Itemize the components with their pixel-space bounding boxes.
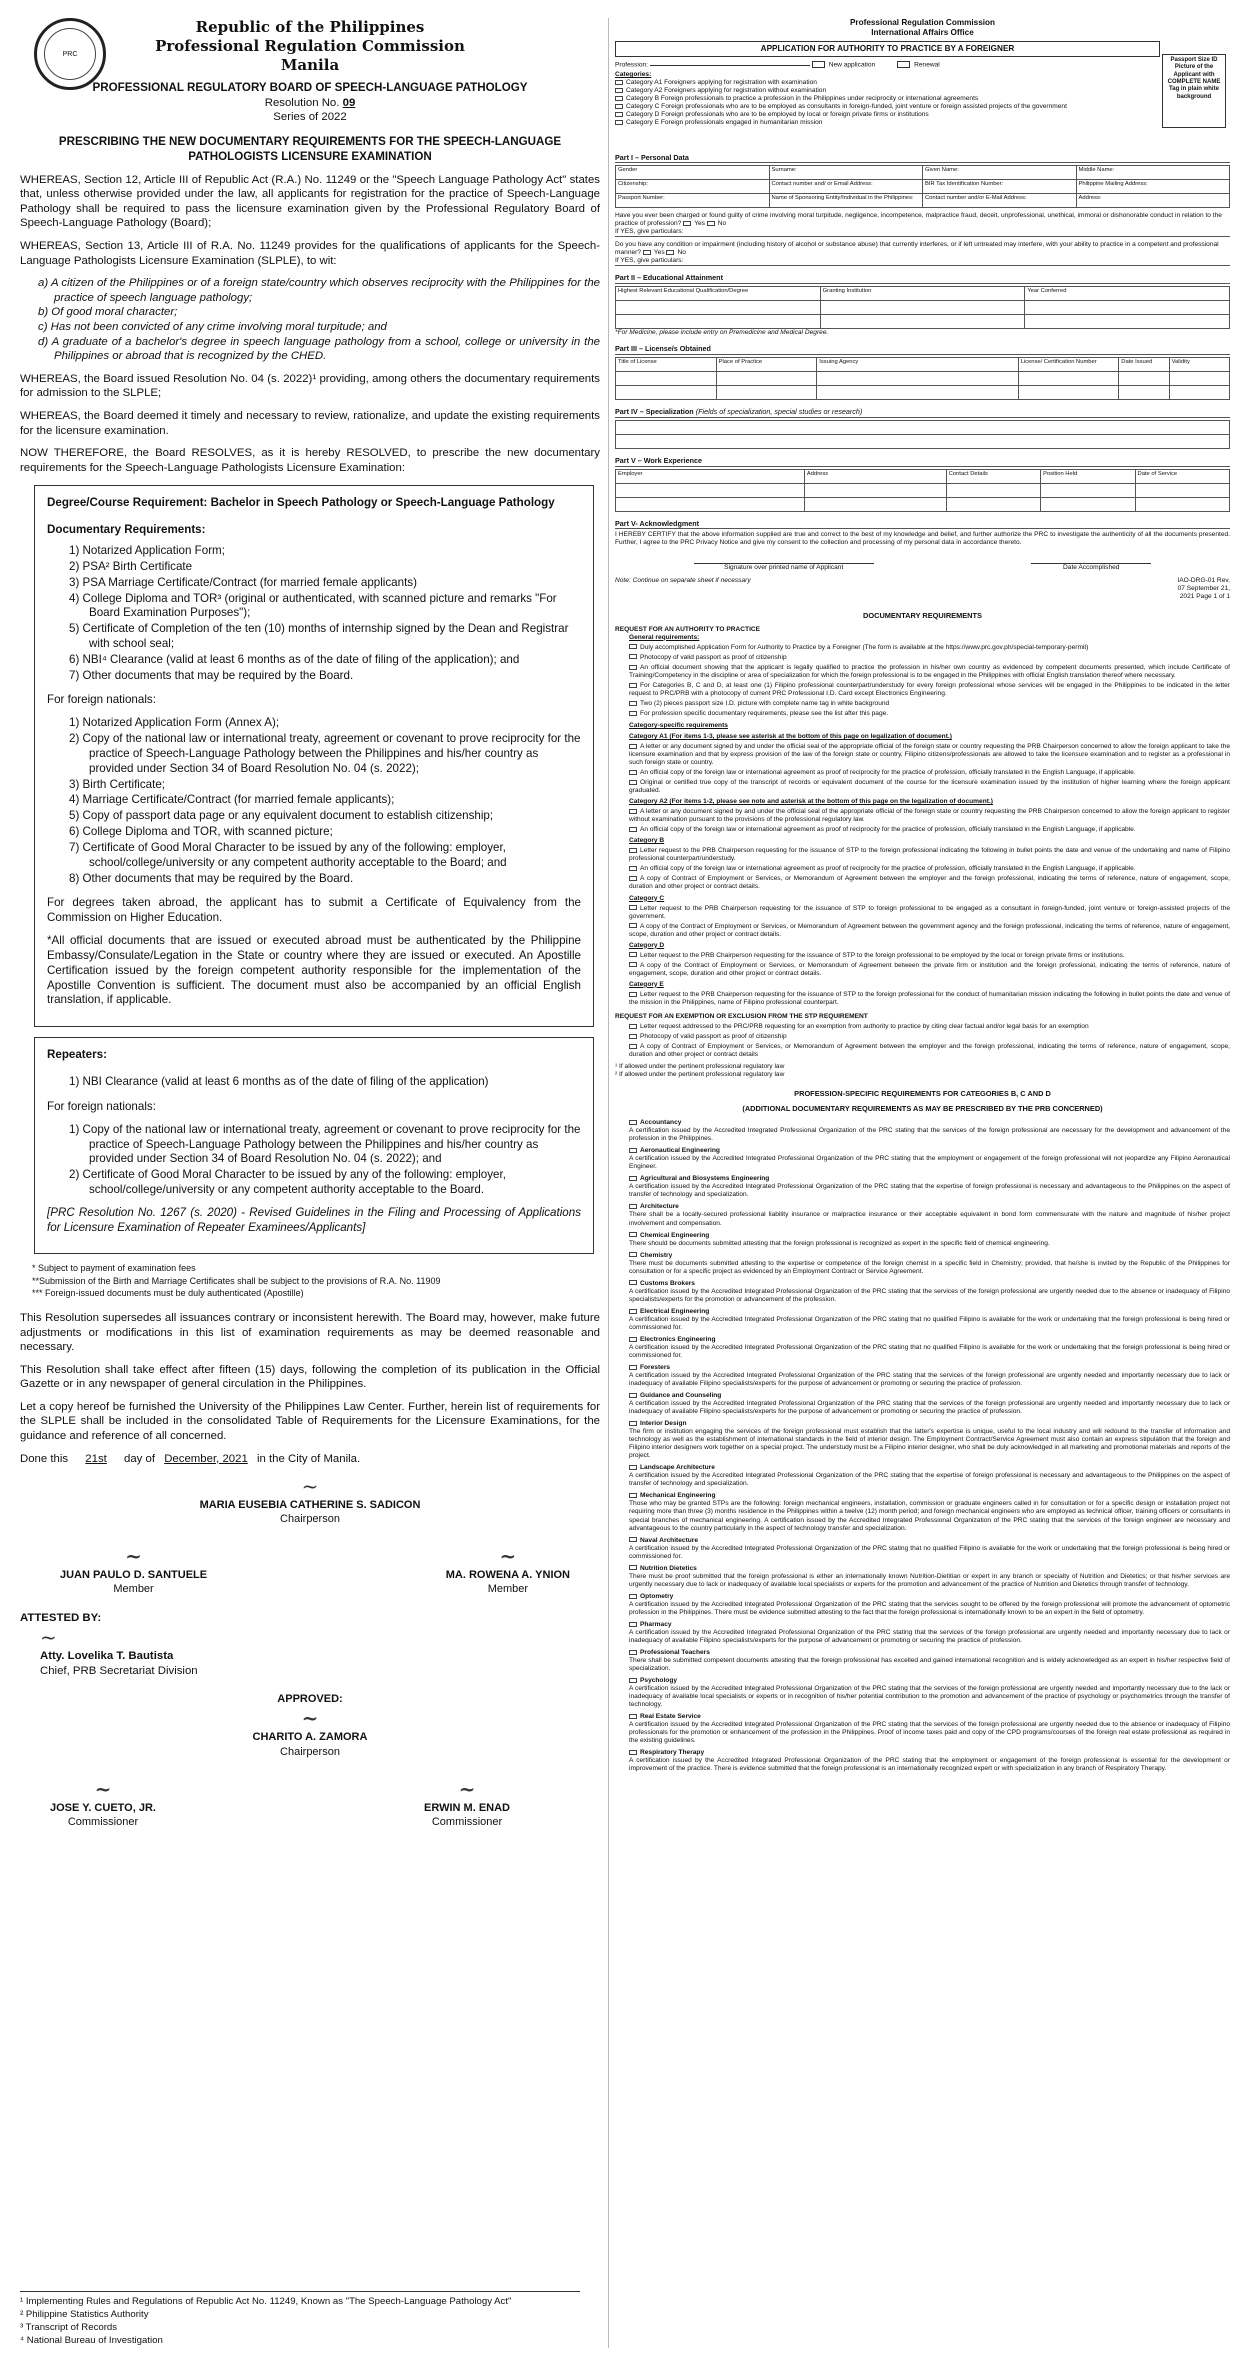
requirement-item: A copy of the Contract of Employment or Services, or Memorandum of Agreement between the private firm or institution and the foreign professional, indicating the terms of reference, nature of engagement, scope, duration and other project or contract details. — [629, 961, 1230, 977]
documentary-requirements-heading: Documentary Requirements: — [47, 523, 206, 537]
resolution-title: PRESCRIBING THE NEW DOCUMENTARY REQUIREMENTS FOR THE SPEECH-LANGUAGE PATHOLOGISTS LICENSURE EXAMINATION — [58, 135, 562, 163]
board-name: PROFESSIONAL REGULATORY BOARD OF SPEECH-LANGUAGE PATHOLOGY — [92, 81, 528, 94]
checkbox-icon[interactable] — [629, 644, 637, 649]
commission-line: Professional Regulation Commission — [155, 37, 465, 55]
form-header: Professional Regulation Commission International Affairs Office APPLICATION FOR AUTHORITY TO PRACTICE BY A FOREIGNER — [615, 18, 1230, 57]
checkbox-renewal-icon[interactable] — [897, 61, 910, 68]
profession-item: Chemical Engineering There should be documents submitted attesting that the foreign professional is recognized as expert in the specific field of chemical engineering. — [629, 1231, 1050, 1247]
checkbox-icon[interactable] — [629, 1678, 637, 1683]
profession-item: Electronics Engineering A certification issued by the Accredited Integrated Professional Organization of the PRC stating that no qualified Filipino is available for the work or undertaking that the foreign professional is being hired or commissioned for. — [629, 1335, 1230, 1359]
footnote-notes — [32, 1262, 600, 1298]
category-heading: Category A1 (For items 1-3, please see asterisk at the bottom of this page on legalization of document.) — [629, 732, 952, 740]
documentary-requirements-title: DOCUMENTARY REQUIREMENTS — [863, 610, 982, 620]
profession-item: Accountancy A certification issued by the Accredited Integrated Professional Organization of the PRC stating that the services of the foreign professional are necessary for the development and advancement of the profession in the Philippines. — [629, 1119, 1230, 1143]
grid-input-cell[interactable] — [616, 386, 717, 400]
photo-box: Passport Size ID Picture of the Applicant with COMPLETE NAME Tag in plain white background — [1162, 54, 1226, 128]
grid-header-cell: Passport Number: — [616, 194, 770, 208]
grid-input-cell[interactable] — [1136, 484, 1230, 498]
signature-scribble-icon: ~ — [458, 1776, 476, 1801]
grid-header-cell: Date Issued — [1119, 358, 1169, 372]
yes-checkbox-icon[interactable] — [643, 250, 651, 255]
approved-label: APPROVED: — [277, 1693, 343, 1706]
checkbox-icon[interactable] — [629, 1337, 637, 1342]
grid-input-cell[interactable] — [717, 386, 818, 400]
categories: Categories: Category A1 Foreigners applying for registration with examination Category A2 Foreigners applying for registration without examination Category B Foreign professionals to practice a profession in the Philippines under reciprocity or international agreements Category C Foreign professionals who are to be employed as consultants in foreign-funded, joint venture or foreign assisted projects of the government Category D Foreign professionals who are to be employed by local or foreign private firms or institutions Category E Foreign professionals engaged in humanitarian mission — [615, 71, 1067, 127]
closing-effectivity: This Resolution shall take effect after fifteen (15) days, following the completion of its publication in the Official Gazette or in any newspaper of general circulation in the Philippines. — [20, 1363, 600, 1391]
grid-header-cell: Issuing Agency — [817, 358, 1018, 372]
checkbox-icon[interactable] — [629, 1024, 637, 1029]
checkbox-icon[interactable] — [629, 1365, 637, 1370]
attesting-signatory: ~ Atty. Lovelika T. Bautista Chief, PRB Secretariat Division — [40, 1625, 260, 1678]
requirement-item: For Categories B, C and D, at least one (1) Filipino professional counterpart/understudy for every foreign professional whose services will be engaged in the Philippines to be indicated in the letter request to PRC/PRB with a photocopy of current PRC Professional I.D. Card except Electronics Engineering. — [629, 681, 1230, 697]
prc-seal-icon: PRC — [34, 18, 106, 90]
profession-item: Electrical Engineering A certification issued by the Accredited Integrated Professional Organization of the PRC stating that no qualified Filipino is available for the work or undertaking that the foreign professional is being hired or commissioned for. — [629, 1307, 1230, 1331]
profession-item: Respiratory Therapy A certification issued by the Accredited Integrated Professional Organization of the PRC stating that the employment or engagement of the foreign professional is essential for the development or improvement of the practice. There is evidence submitted that the foreign professional is an internationally recognized expert or with specialization in any branch of Respiratory Therapy. — [629, 1749, 1230, 1773]
checkbox-icon[interactable] — [629, 1421, 637, 1426]
republic-line: Republic of the Philippines — [195, 18, 425, 36]
checkbox-icon[interactable] — [629, 770, 637, 775]
grid-input-cell[interactable] — [1136, 498, 1230, 512]
profession-item: Agricultural and Biosystems Engineering A certification issued by the Accredited Integrated Professional Organization of the PRC stating that the expertise of foreign professional is necessary and advantageous to the Philippines on the aspect of transfer of technology and specialization. — [629, 1175, 1230, 1199]
checkbox-icon[interactable] — [629, 780, 637, 785]
signature-scribble-icon: ~ — [40, 1625, 57, 1650]
grid-input-cell[interactable] — [616, 315, 821, 329]
grid-header-cell: BIR Tax Identification Number: — [923, 180, 1077, 194]
profession-item: Landscape Architecture A certification issued by the Accredited Integrated Professional Organization of the PRC stating that the expertise of foreign professional is necessary and advantageous to the Philippines on the aspect of transfer of technology and specialization. — [629, 1464, 1230, 1488]
grid-input-cell[interactable] — [817, 386, 1018, 400]
series-line: Series of 2022 — [273, 111, 347, 124]
yes-checkbox-icon[interactable] — [683, 221, 691, 226]
requirement-item: A letter or any document signed by and under the official seal of the appropriate official of the foreign state or country requesting the PRB Chairperson concerned to allow the foreign applicant to register without examination pursuant to the provisions of the professional regulatory law. — [629, 808, 1230, 824]
checkbox-icon[interactable] — [629, 1565, 637, 1570]
checkbox-icon[interactable] — [629, 711, 637, 716]
qualification-c: c) Has not been convicted of any crime involving moral turpitude; and — [38, 321, 387, 334]
footnote-line: ² Philippine Statistics Authority — [20, 2309, 149, 2321]
documentary-list — [69, 544, 581, 683]
footnote-line: ¹ Implementing Rules and Regulations of Republic Act No. 11249, Known as "The Speech-Language Pathology Act" — [20, 2296, 512, 2308]
list-item: 2) Copy of the national law or international treaty, agreement or covenant to prove reciprocity for the practice of Speech-Language Pathology between the Philippines and his/her country as provided under Section 34 of Board Resolution No. 04 (s. 2022); — [69, 732, 581, 775]
list-item: 2) PSA² Birth Certificate — [69, 559, 193, 573]
repeaters-list — [69, 1075, 581, 1090]
requirement-item: Photocopy of valid passport as proof of citizenship — [629, 654, 1230, 662]
profession-item: Foresters A certification issued by the Accredited Integrated Professional Organization of the PRC stating that the services of the foreign professional are urgently needed and importantly necessary due to lack or inadequacy of available Filipino specialists/experts for the purpose of advancement or promoting or securing the practice of profession. — [629, 1363, 1230, 1388]
attested-label: ATTESTED BY: — [20, 1611, 102, 1624]
checkbox-icon[interactable] — [629, 866, 637, 871]
repeaters-foreign-list — [69, 1123, 581, 1198]
grid-input-cell[interactable] — [1025, 301, 1230, 315]
note-line: **Submission of the Birth and Marriage Certificates shall be subject to the provisions of R.A. No. 11909 — [32, 1275, 441, 1286]
checkbox-icon[interactable] — [629, 1750, 637, 1755]
checkbox-icon[interactable] — [629, 1309, 637, 1314]
grid-input-cell[interactable] — [817, 372, 1018, 386]
list-item: 1) Notarized Application Form; — [69, 544, 225, 558]
requirement-item: An official document showing that the applicant is legally qualified to practice the profession in his/her own country as evidenced by competent documents presented, which include Certificate of Training/Competency in the discipline or area of specialization for which the foreign professional is to be engaged in the Philippines with official English translation thereof where necessary. — [629, 663, 1230, 679]
personal-data-grid — [615, 165, 1230, 208]
checkbox-icon[interactable] — [629, 1537, 637, 1542]
grid-header-cell: Contact number and/or E-Mail Address: — [923, 194, 1077, 208]
category-checkbox-icon[interactable] — [615, 96, 623, 101]
foreign-nationals-heading: For foreign nationals: — [47, 693, 156, 707]
signature-scribble-icon: ~ — [125, 1544, 142, 1569]
checkbox-icon[interactable] — [629, 1493, 637, 1498]
specialization-grid — [615, 420, 1230, 449]
grid-input-cell[interactable] — [616, 372, 717, 386]
checkbox-icon[interactable] — [629, 952, 637, 957]
grid-input-cell[interactable] — [805, 498, 947, 512]
grid-input-cell[interactable] — [1119, 372, 1169, 386]
profession-item: Nutrition Dietetics There must be proof submitted that the foreign professional is either an internationally known Nutrition-Dietitian or expert in any branch or specialty of Nutrition and Dietetics; or that his/her services are urgently necessary due to lack or inadequacy of available local specialists or experts for the promotion and advancement of the practice of Nutrition and Dietetics through transfer of technology. — [629, 1564, 1230, 1588]
prc-chair-signatory: ~ CHARITO A. ZAMORA Chairperson — [20, 1706, 600, 1758]
grid-input-cell[interactable] — [821, 315, 1026, 329]
part-5-heading: Part V – Work Experience — [615, 457, 1230, 467]
profession-item: Guidance and Counseling A certification issued by the Accredited Integrated Professional Organization of the PRC stating that the services of the foreign professional are urgently needed and importantly necessary due to lack or inadequacy of available Filipino specialists/experts for the purpose of advancement or promoting or securing the practice of profession. — [629, 1392, 1230, 1416]
list-item: 4) Marriage Certificate/Contract (for married female applicants); — [69, 793, 395, 807]
category-checkbox-icon[interactable] — [615, 104, 623, 109]
grid-header-cell: Given Name: — [923, 166, 1077, 180]
prc-reference: [PRC Resolution No. 1267 (s. 2020) - Revised Guidelines in the Filing and Processing of Applications for Licensure Examination of Repeater Examinees/Applicants] — [47, 1205, 581, 1234]
page-footnotes — [20, 2291, 580, 2348]
grid-input-cell[interactable] — [1025, 315, 1230, 329]
category-checkbox-icon[interactable] — [615, 120, 623, 125]
repeaters-heading: Repeaters: — [47, 1048, 107, 1062]
checkbox-icon[interactable] — [629, 1148, 637, 1153]
closing-furnish: Let a copy hereof be furnished the University of the Philippines Law Center. Further, herein list of requirements for the SLPLE shall be included in the consolidated Table of Requirements for the Licensure Examinations, for the guidance and reference of all concerned. — [20, 1400, 600, 1443]
list-item: 1) Notarized Application Form (Annex A); — [69, 716, 280, 730]
checkbox-icon[interactable] — [629, 876, 637, 881]
checkbox-icon[interactable] — [629, 1280, 637, 1285]
profession-item: Mechanical Engineering Those who may be granted STPs are the following: foreign mechanical engineers, installation, commission or graduate engineers called in for consultation or for a specific design or installation project not requiring more than three (3) months residence in the Philippines within a twelve (12) month period; and foreign mechanical engineers who are employed as technical officer, training officers or consultants in special branches of mechanical engineering. A certification issued by the Accredited Integrated Professional Organization of the PRC stating that the services of the foreign engineer are necessary and advantageous to the country particularly in the aspect of technology transfer and specialization. — [629, 1492, 1230, 1532]
degrees-abroad-note: For degrees taken abroad, the applicant has to submit a Certificate of Equivalency from the Commission on Higher Education. — [47, 896, 581, 925]
requirement-item: An official copy of the foreign law or international agreement as proof of reciprocity for the practice of profession, officially translated in the English Language, if applicable. — [629, 826, 1230, 834]
grid-header-cell: Address — [805, 470, 947, 484]
general-requirements-list — [615, 644, 1230, 718]
exemption-heading: REQUEST FOR AN EXEMPTION OR EXCLUSION FROM THE STP REQUIREMENT — [615, 1012, 868, 1020]
requirement-item: Letter request to the PRB Chairperson requesting for the issuance of STP to the foreign professional indicating the following in bullet points the date and venue of the undertaking and name of Filipino professional counterpart/understudy. — [629, 847, 1230, 863]
grid-header-cell: Surname: — [770, 166, 924, 180]
requirement-item: Letter request to the PRB Chairperson requesting for the issuance of STP to foreign professional to be engaged as a consultant in foreign-funded, joint venture or foreign-assisted projects of the government. — [629, 904, 1230, 920]
profession-item: Pharmacy A certification issued by the Accredited Integrated Professional Organization of the PRC stating that the services of the foreign professional are urgently needed and importantly necessary due to lack or inadequacy of available Filipino specialists/experts for the purpose of advancement or promoting or securing the practice of profession. — [629, 1620, 1230, 1644]
part-1-heading: Part I – Personal Data — [615, 154, 1230, 164]
requirement-item: An official copy of the foreign law or international agreement as proof of reciprocity for the practice of profession, officially translated in the English Language, if applicable. — [629, 769, 1230, 777]
grid-header-cell: Contact number and/ or Email Address: — [770, 180, 924, 194]
form-footer: Note: Continue on separate sheet if necessary IAO-DRG-01 Rev. 07 September 21, 2021 Page 1 of 1 — [615, 576, 1230, 600]
application-form-page — [608, 18, 1230, 2348]
checkbox-icon[interactable] — [629, 905, 637, 910]
category-checkbox-icon[interactable] — [615, 88, 623, 93]
grid-input-cell[interactable] — [821, 301, 1026, 315]
profession-row: Profession: New application Renewal — [615, 61, 940, 69]
grid-input-cell[interactable] — [947, 484, 1041, 498]
grid-header-cell: Address: — [1077, 194, 1231, 208]
profession-item: Naval Architecture A certification issued by the Accredited Integrated Professional Organization of the PRC stating that no qualified Filipino is available for the work or undertaking that the foreign professional is being hired or commissioned for. — [629, 1536, 1230, 1560]
checkbox-icon[interactable] — [629, 848, 637, 853]
grid-header-cell: Title of License — [616, 358, 717, 372]
grid-header-cell: Philippine Mailing Address: — [1077, 180, 1231, 194]
checkbox-icon[interactable] — [629, 665, 637, 670]
grid-input-cell[interactable] — [1041, 484, 1135, 498]
grid-input-cell[interactable] — [1170, 372, 1230, 386]
grid-input-cell[interactable] — [1019, 372, 1120, 386]
grid-header-cell: Granting Institution — [821, 287, 1026, 301]
degree-requirement: Degree/Course Requirement: Bachelor in Speech Pathology or Speech-Language Pathology — [47, 496, 555, 510]
list-item: 7) Other documents that may be required by the Board. — [69, 668, 354, 682]
applicant-signature[interactable]: Signature over printed name of Applicant — [694, 563, 874, 572]
list-item: 6) College Diploma and TOR, with scanned picture; — [69, 825, 333, 839]
checkbox-icon[interactable] — [629, 1594, 637, 1599]
grid-header-cell: Gender — [616, 166, 770, 180]
list-item: 1) Copy of the national law or international treaty, agreement or covenant to prove reciprocity for the practice of Speech-Language Pathology between the Philippines and his/her country as provided under Section 34 of Board Resolution No. 04 (s. 2022); and — [69, 1122, 581, 1166]
general-requirements-heading: General requirements: — [629, 633, 700, 641]
profession-item: Psychology A certification issued by the Accredited Integrated Professional Organization of the PRC stating that the services of the foreign professional are urgently needed and importantly necessary due to the lack or inadequacy of available local specialists or experts or in recognition of his/her potential contribution to the promotion and advancement of the practice of psychology or psychometrics through the transfer of technology. — [629, 1677, 1230, 1709]
part-2-heading: Part II – Educational Attainment — [615, 274, 1230, 284]
qualification-b: b) Of good moral character; — [38, 306, 178, 319]
specialization-row[interactable] — [616, 435, 1230, 449]
list-item: 7) Certificate of Good Moral Character to be issued by any of the following: employer, school/college/university or any competent authority acceptable to the Board; and — [69, 840, 507, 869]
profession-item: Optometry A certification issued by the Accredited Integrated Professional Organization of the PRC stating that the services sought to be offered by the foreign professional will promote the advancement of optometric profession in the Philippines. There must be evidence submitted attesting to the fact that the foreign professional is internationally known to be an expert in the field of optometry. — [629, 1592, 1230, 1616]
grid-input-cell[interactable] — [717, 372, 818, 386]
checkbox-icon[interactable] — [629, 744, 637, 749]
signature-scribble-icon: ~ — [301, 1706, 319, 1731]
grid-header-cell: Employer — [616, 470, 805, 484]
category-heading: Category C — [629, 894, 665, 902]
docreq-footnote-2: ² If allowed under the pertinent professional regulatory law — [615, 1071, 785, 1079]
profession-specific-subtitle: (ADDITIONAL DOCUMENTARY REQUIREMENTS AS MAY BE PRESCRIBED BY THE PRB CONCERNED) — [742, 1104, 1103, 1114]
date-accomplished[interactable]: Date Accomplished — [1031, 563, 1151, 572]
no-checkbox-icon[interactable] — [707, 221, 715, 226]
whereas-4: WHEREAS, the Board deemed it timely and necessary to review, rationalize, and update the existing requirements for the licensure examination. — [20, 409, 600, 437]
signature-block — [20, 1474, 600, 1828]
if-yes-1[interactable]: If YES, give particulars: — [615, 228, 1230, 237]
license-grid — [615, 357, 1230, 400]
requirement-item: Photocopy of valid passport as proof of citizenship — [629, 1033, 1230, 1041]
requirement-item: Letter request addressed to the PRC/PRB requesting for an exemption from authority to practice by citing clear factual and/or legal basis for an exemption — [629, 1023, 1230, 1031]
requirement-item: A letter or any document signed by and under the official seal of the appropriate official of the foreign state or country requesting the PRB Chairperson concerned to allow the foreign applicant to take the licensure examination and that by express provision of the law of the foreign state or country, Filipino citizens/professionals are allowed to take the licensure examination and to register as a professional in such foreign state or country. — [629, 743, 1230, 767]
requirement-item: A copy of Contract of Employment or Services, or Memorandum of Agreement between the employer and the foreign professional, indicating the terms of reference, nature of engagement, scope, duration and other project or contract details. — [629, 875, 1230, 891]
signature-scribble-icon: ~ — [499, 1544, 517, 1569]
requirement-item: Two (2) pieces passport size I.D. picture with complete name tag in white background — [629, 700, 1230, 708]
repeaters-foreign-heading: For foreign nationals: — [47, 1099, 156, 1113]
list-item: 8) Other documents that may be required by the Board. — [69, 871, 354, 885]
list-item: 3) PSA Marriage Certificate/Contract (for married female applicants) — [69, 575, 417, 589]
education-note: *For Medicine, please include entry on Premedicine and Medical Degree. — [615, 329, 829, 337]
certification-text: I HEREBY CERTIFY that the above information supplied are true and correct to the best of my knowledge and belief, and further authorize the PRC to investigate the authenticity of all the documents presented. Further, I agree to the PRC Privacy Notice and give my consent to the collection and processing of my personal data in accordance thereto. — [615, 531, 1230, 547]
part-3-heading: Part III – License/s Obtained — [615, 345, 1230, 355]
category-heading: Category D — [629, 941, 665, 949]
profession-specific-title: PROFESSION-SPECIFIC REQUIREMENTS FOR CATEGORIES B, C AND D — [794, 1089, 1051, 1099]
category-checkbox-icon[interactable] — [615, 112, 623, 117]
docreq-footnote-1: ¹ If allowed under the pertinent professional regulatory law — [615, 1063, 785, 1071]
closing-supersedes: This Resolution supersedes all issuances contrary or inconsistent herewith. The Board may, however, make future adjustments or modifications in this list of examination requirements as may be deemed reasonable and necessary. — [20, 1311, 600, 1354]
requirement-item: Letter request to the PRB Chairperson requesting for the issuance of STP to the foreign professional for the conduct of humanitarian mission indicating the following in bullet points the date and venue of the mission in the Philippines, name of Filipino professional counterpart. — [629, 990, 1230, 1006]
no-checkbox-icon[interactable] — [666, 250, 674, 255]
requirements-box — [34, 485, 594, 1027]
list-item: 2) Certificate of Good Moral Character to be issued by any of the following: employer, school/college/university or any competent authority acceptable to the Board. — [69, 1168, 506, 1196]
signature-lines — [615, 563, 1230, 572]
checkbox-icon[interactable] — [629, 1176, 637, 1181]
acknowledgment-heading: Part V- Acknowledgment — [615, 520, 1230, 530]
checkbox-icon[interactable] — [629, 1393, 637, 1398]
whereas-3: WHEREAS, the Board issued Resolution No. 04 (s. 2022)¹ providing, among others the documentary requirements for admission to the SLPLE; — [20, 372, 600, 400]
requirement-item: Duly accomplished Application Form for Authority to Practice by a Foreigner (The form is available at the https://www.prc.gov.ph/special-temporary-permit) — [629, 644, 1230, 652]
category-heading: Category A2 (For items 1-2, please see note and asterisk at the bottom of this page on the legalization of document.) — [629, 798, 993, 806]
specialization-row[interactable] — [616, 421, 1230, 435]
commissioner-2-signatory: ~ ERWIN M. ENAD Commissioner — [424, 1776, 510, 1828]
resolution-page — [20, 18, 600, 2348]
question-2: Do you have any condition or impairment (including history of alcohol or substance abuse) that currently interferes, or if left untreated may interfere, with your ability to practice in a competent and professional manner? Yes No — [615, 241, 1219, 257]
category-heading: Category E — [629, 980, 664, 988]
now-therefore: NOW THEREFORE, the Board RESOLVES, as it is hereby RESOLVED, to prescribe the new documentary requirements for the Speech-Language Pathologists Licensure Examination: — [20, 447, 600, 474]
profession-item: Architecture There shall be a locally-secured professional liability insurance or malpractice insurance or their acceptable equivalent in bond form commensurate with the nature and magnitude of his/her project involvement and compensation. — [629, 1203, 1230, 1227]
category-specific-heading: Category-specific requirements — [629, 721, 728, 729]
list-item: 4) College Diploma and TOR³ (original or authenticated, with scanned picture and remarks "For Board Examination Purposes"); — [69, 591, 557, 620]
chair-signatory: MARIA EUSEBIA CATHERINE S. SADICON Chairperson — [199, 1499, 421, 1526]
grid-input-cell[interactable] — [1119, 386, 1169, 400]
list-item: 1) NBI Clearance (valid at least 6 months as of the date of filing of the application) — [69, 1075, 489, 1089]
checkbox-icon[interactable] — [629, 1120, 637, 1125]
checkbox-icon[interactable] — [629, 1232, 637, 1237]
profession-item: Chemistry There must be documents submitted attesting to the expertise or competence of the foreign chemist in a specific field in Chemistry; provided, that he/she is invited by the Republic of the Philippines for consultation or for a specific project as evidenced by an Employment Contract or Service Agreement. — [629, 1251, 1230, 1275]
city-line: Manila — [280, 56, 340, 74]
whereas-2: WHEREAS, Section 13, Article III of R.A. No. 11249 provides for the qualifications of applicants for the Speech-Language Pathologists Licensure Examination (SLPLE), to wit: — [20, 240, 600, 267]
if-yes-2[interactable]: If YES, give particulars: — [615, 257, 1230, 266]
list-item: 6) NBI⁴ Clearance (valid at least 6 months as of the date of filing of the application); and — [69, 652, 520, 666]
member-2-signatory: ~ MA. ROWENA A. YNION Member — [445, 1544, 570, 1596]
whereas-1: WHEREAS, Section 12, Article III of Republic Act (R.A.) No. 11249 or the "Speech Language Pathology Act" states that, unless otherwise provided under the law, all applicants for registration for the practice of Speech-Language Pathology shall be required to pass the licensure examination given by the Professional Regulatory Board of Speech-Language Pathology (Board); — [20, 173, 600, 230]
work-grid — [615, 469, 1230, 512]
checkbox-icon[interactable] — [629, 683, 637, 688]
requirement-item: An official copy of the foreign law or international agreement as proof of reciprocity for the practice of profession, officially translated in the English Language, if applicable. — [629, 865, 1230, 873]
profession-item: Professional Teachers There shall be submitted competent documents attesting that the foreign professional has excelled and gained international recognition and is widely acknowledged as an expert in his/her respective field of specialization. — [629, 1648, 1230, 1672]
profession-item: Real Estate Service A certification issued by the Accredited Integrated Professional Organization of the PRC stating that the services of the foreign professional are urgently needed due to the absence or inadequacy of Filipino professionals for the promotion or enhancement of the profession in the Philippines. Proof of income taxes paid and copy of the CPD programs/courses of the foreign real estate professional as required in the existing guidelines. — [629, 1713, 1230, 1745]
request-authority-heading: REQUEST FOR AN AUTHORITY TO PRACTICE — [615, 625, 761, 633]
repeaters-box — [34, 1037, 594, 1254]
form-title: APPLICATION FOR AUTHORITY TO PRACTICE BY A FOREIGNER — [615, 41, 1160, 57]
checkbox-icon[interactable] — [629, 1044, 637, 1049]
grid-input-cell[interactable] — [1019, 386, 1120, 400]
education-grid — [615, 286, 1230, 329]
grid-header-cell: Place of Practice — [717, 358, 818, 372]
signature-scribble-icon: ~ — [301, 1474, 319, 1499]
profession-item: Aeronautical Engineering A certification issued by the Accredited Integrated Professional Organization of the PRC stating that the employment or engagement of the foreign professional will not jeopardize any Filipino Aeronautical Engineer. — [629, 1147, 1230, 1171]
signature-scribble-icon: ~ — [94, 1776, 112, 1801]
checkbox-icon[interactable] — [629, 962, 637, 967]
list-item: 5) Copy of passport data page or any equivalent document to establish citizenship; — [69, 809, 494, 823]
checkbox-icon[interactable] — [629, 701, 637, 706]
grid-header-cell: Contact Details — [947, 470, 1041, 484]
grid-input-cell[interactable] — [616, 498, 805, 512]
checkbox-new-icon[interactable] — [812, 61, 825, 68]
requirement-item: A copy of the Contract of Employment or Services, or Memorandum of Agreement between the government agency and the foreign professional, indicating the terms of reference, nature of engagement, scope, duration and other project or contract details. — [629, 922, 1230, 938]
requirement-item: Letter request to the PRB Chairperson requesting for the issuance of STP to the foreign professional to be employed by the local or foreign private firms or institutions. — [629, 952, 1230, 960]
qualification-a: a) A citizen of the Philippines or of a foreign state/country which observes reciprocity with the Philippines for the practice of speech language pathology; — [38, 277, 600, 304]
qualifications-list — [38, 276, 600, 364]
grid-input-cell[interactable] — [947, 498, 1041, 512]
grid-header-cell: Year Conferred — [1025, 287, 1230, 301]
grid-header-cell: License/ Certification Number — [1019, 358, 1120, 372]
letterhead — [20, 18, 600, 75]
checkbox-icon[interactable] — [629, 1622, 637, 1627]
resolution-number: Resolution No. 09 — [264, 96, 356, 109]
question-1: Have you ever been charged or found guilty of crime involving moral turpitude, negligence, incompetence, malpractice fraud, deceit, unprofessional, unethical, immoral or dishonorable conduct in relation to the practice of profession? Yes No — [615, 212, 1222, 228]
checkbox-icon[interactable] — [629, 1252, 637, 1257]
list-item: 5) Certificate of Completion of the ten (10) months of internship signed by the Dean and Registrar with school seal; — [69, 622, 569, 650]
grid-input-cell[interactable] — [1170, 386, 1230, 400]
note-line: *** Foreign-issued documents must be duly authenticated (Apostille) — [32, 1287, 304, 1298]
checkbox-icon[interactable] — [629, 1204, 637, 1209]
grid-input-cell[interactable] — [1041, 498, 1135, 512]
grid-input-cell[interactable] — [616, 484, 805, 498]
done-line: Done this 21st day of December, 2021 in the City of Manila. — [20, 1452, 361, 1465]
footnote-line: ⁴ National Bureau of Investigation — [20, 2335, 163, 2347]
checkbox-icon[interactable] — [629, 1714, 637, 1719]
checkbox-icon[interactable] — [629, 827, 637, 832]
category-checkbox-icon[interactable] — [615, 80, 623, 85]
member-1-signatory: ~ JUAN PAULO D. SANTUELE Member — [60, 1544, 208, 1596]
profession-item: Customs Brokers A certification issued by the Accredited Integrated Professional Organization of the PRC stating that the services of the foreign professional are urgently needed due to the absence or inadequacy of Filipino specialists/experts for the promotion or advancement of the profession. — [629, 1279, 1230, 1303]
requirement-item: For profession specific documentary requirements, please see the list after this page. — [629, 710, 1230, 718]
grid-header-cell: Citizenship: — [616, 180, 770, 194]
profession-list — [615, 1119, 1230, 1773]
foreign-list — [69, 716, 581, 886]
category-requirements — [615, 733, 1230, 1007]
grid-header-cell: Date of Service — [1136, 470, 1230, 484]
checkbox-icon[interactable] — [629, 654, 637, 659]
grid-header-cell: Validity — [1170, 358, 1230, 372]
part-4-heading: Part IV – Specialization (Fields of specialization, special studies or research) — [615, 408, 1230, 418]
grid-header-cell: Position Held — [1041, 470, 1135, 484]
checkbox-icon[interactable] — [629, 809, 637, 814]
grid-input-cell[interactable] — [805, 484, 947, 498]
grid-header-cell: Middle Name: — [1077, 166, 1231, 180]
checkbox-icon[interactable] — [629, 992, 637, 997]
list-item: 3) Birth Certificate; — [69, 777, 165, 791]
requirement-item: Original or certified true copy of the transcript of records or equivalent document of the course for the licensure examination issued by the institution of higher learning where the foreign applicant graduated. — [629, 779, 1230, 795]
checkbox-icon[interactable] — [629, 1034, 637, 1039]
note-line: * Subject to payment of examination fees — [32, 1263, 196, 1274]
checkbox-icon[interactable] — [629, 1650, 637, 1655]
qualification-d: d) A graduate of a bachelor's degree in speech language pathology from a school, college or university in the Philippines or abroad that is recognized by the CHED. — [38, 335, 600, 363]
exemption-list — [615, 1023, 1230, 1059]
profession-item: Interior Design The firm or institution engaging the services of the foreign professional must establish that the latter's expertise is unique, useful to the local industry and will redound to the transfer of information and technology as well as the establishment of international standards in the field of interior design. The Employment Contract/Service Agreement must also contain an express stipulation that the foreign and Filipino interior designers work together on a special project. The understudy must be a Filipino interior designer, who shall be duly acknowledged in all marketing and promotional materials and reports of the project. — [629, 1420, 1230, 1460]
requirement-item: A copy of Contract of Employment or Services, or Memorandum of Agreement between the employer and the foreign professional, indicating the terms of reference, nature of engagement, scope, duration and other project or contract details — [629, 1042, 1230, 1058]
footnote-line: ³ Transcript of Records — [20, 2322, 118, 2334]
checkbox-icon[interactable] — [629, 923, 637, 928]
grid-input-cell[interactable] — [616, 301, 821, 315]
authentication-note: *All official documents that are issued or executed abroad must be authenticated by the Philippine Embassy/Consulate/Legation in the State or country where they are issued or executed. An Apostille Certification issued by the foreign competent authority responsible for the implementation of the Apostille Convention is sufficient. The document must also be accompanied by an official English translation, if applicable. — [47, 934, 581, 1007]
checkbox-icon[interactable] — [629, 1465, 637, 1470]
category-heading: Category B — [629, 837, 665, 845]
grid-header-cell: Highest Relevant Educational Qualification/Degree — [616, 287, 821, 301]
commissioner-1-signatory: ~ JOSE Y. CUETO, JR. Commissioner — [50, 1776, 156, 1828]
grid-header-cell: Name of Sponsoring Entity/Individual in the Philippines: — [770, 194, 924, 208]
